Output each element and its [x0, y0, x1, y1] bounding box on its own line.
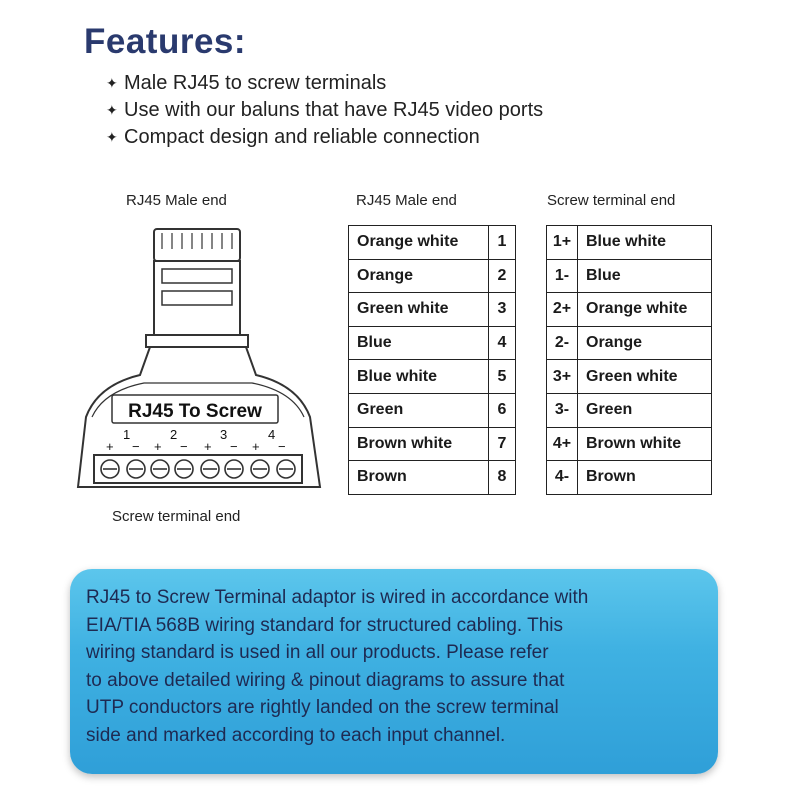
rj45-adapter-illustration [70, 225, 330, 505]
channel-label: 3 [220, 427, 228, 442]
bullet-icon: ✦ [106, 102, 118, 118]
table-row [547, 427, 712, 461]
terminal-id: 3- [547, 393, 578, 427]
table-row [547, 461, 712, 495]
pin-number: 5 [489, 360, 516, 394]
pin-number: 8 [489, 461, 516, 495]
pin-number: 6 [489, 393, 516, 427]
features-list [106, 70, 543, 151]
wire-color: Orange white [578, 293, 712, 327]
table-row [547, 393, 712, 427]
pin-number: 2 [489, 259, 516, 293]
bullet-icon: ✦ [106, 75, 118, 91]
wire-color: Green [349, 393, 489, 427]
diagram-top-caption: RJ45 Male end [126, 192, 227, 209]
svg-text:−: − [180, 439, 188, 454]
svg-text:+: + [252, 439, 260, 454]
screw-terminal-table [546, 225, 712, 495]
terminal-id: 1- [547, 259, 578, 293]
table-row [547, 293, 712, 327]
channel-label: 4 [268, 427, 276, 442]
terminal-id: 4+ [547, 427, 578, 461]
table-row [349, 326, 516, 360]
bullet-icon: ✦ [106, 129, 118, 145]
channel-label: 1 [123, 427, 131, 442]
wire-color: Blue [578, 259, 712, 293]
left-table-caption: RJ45 Male end [356, 192, 457, 209]
table-row [547, 226, 712, 260]
features-title: Features: [84, 22, 247, 61]
info-box [70, 569, 718, 774]
feature-text: Compact design and reliable connection [124, 126, 480, 148]
pin-number: 3 [489, 293, 516, 327]
adapter-label: RJ45 To Screw [128, 401, 262, 422]
diagram-bottom-caption: Screw terminal end [112, 508, 241, 525]
table-row [547, 360, 712, 394]
svg-text:−: − [132, 439, 140, 454]
info-line: UTP conductors are rightly landed on the screw terminal [86, 697, 559, 718]
table-row [349, 427, 516, 461]
table-row [547, 259, 712, 293]
wire-color: Green [578, 393, 712, 427]
terminal-id: 3+ [547, 360, 578, 394]
wire-color: Orange white [349, 226, 489, 260]
right-table-caption: Screw terminal end [547, 192, 676, 209]
feature-text: Male RJ45 to screw terminals [124, 72, 387, 94]
table-row [349, 461, 516, 495]
feature-item [106, 97, 543, 124]
wire-color: Green white [578, 360, 712, 394]
feature-text: Use with our baluns that have RJ45 video ports [124, 99, 544, 121]
svg-text:−: − [230, 439, 238, 454]
info-line: to above detailed wiring & pinout diagrams to assure that [86, 669, 565, 691]
svg-text:+: + [106, 439, 114, 454]
pin-number: 4 [489, 326, 516, 360]
svg-text:−: − [278, 439, 286, 454]
info-text [86, 584, 708, 749]
wire-color: Brown white [578, 427, 712, 461]
wire-color: Brown white [349, 427, 489, 461]
table-row [349, 226, 516, 260]
pin-number: 1 [489, 226, 516, 260]
table-row [349, 259, 516, 293]
wire-color: Green white [349, 293, 489, 327]
terminal-id: 1+ [547, 226, 578, 260]
info-line: EIA/TIA 568B wiring standard for structured cabling. This [86, 614, 563, 636]
wire-color: Blue white [578, 226, 712, 260]
feature-item [106, 70, 543, 97]
wire-color: Blue [349, 326, 489, 360]
terminal-id: 2+ [547, 293, 578, 327]
table-row [349, 293, 516, 327]
table-row [349, 393, 516, 427]
svg-text:+: + [154, 439, 162, 454]
wire-color: Orange [349, 259, 489, 293]
rj45-pinout-table [348, 225, 516, 495]
wire-color: Orange [578, 326, 712, 360]
feature-item [106, 124, 543, 151]
channel-label: 2 [170, 427, 178, 442]
wire-color: Blue white [349, 360, 489, 394]
info-line: side and marked according to each input channel. [86, 724, 506, 746]
svg-text:+: + [204, 439, 212, 454]
terminal-id: 2- [547, 326, 578, 360]
wire-color: Brown [578, 461, 712, 495]
table-row [349, 360, 516, 394]
info-line: wiring standard is used in all our products. Please refer [86, 642, 549, 663]
pin-number: 7 [489, 427, 516, 461]
table-row [547, 326, 712, 360]
wire-color: Brown [349, 461, 489, 495]
terminal-id: 4- [547, 461, 578, 495]
info-line: RJ45 to Screw Terminal adaptor is wired in accordance with [86, 587, 589, 608]
